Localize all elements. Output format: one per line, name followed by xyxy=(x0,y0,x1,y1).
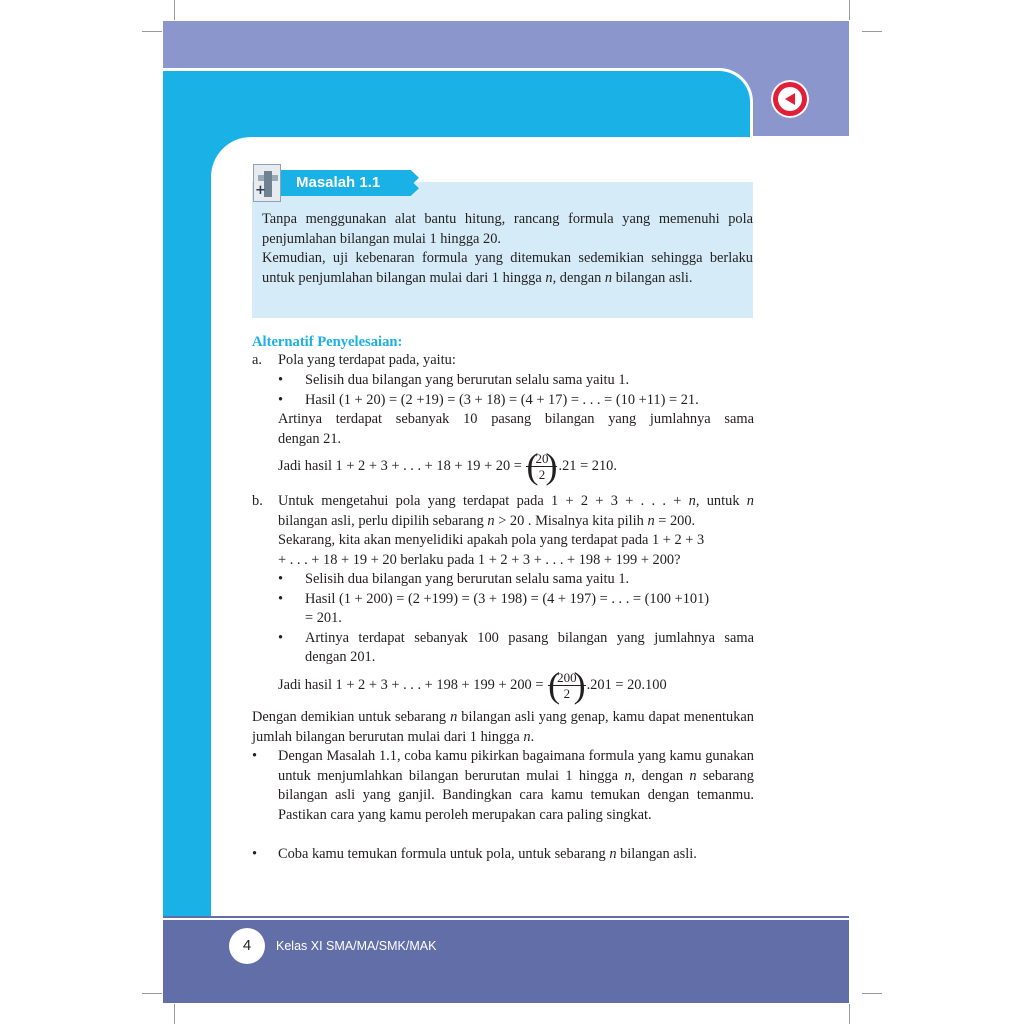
problem-title: Masalah 1.1 xyxy=(296,174,381,191)
conclusion-paragraph: Dengan demikian untuk sebarang n bilangan asli yang genap, kamu dapat menentukan jumlah bilangan berurutan mulai dari 1 hingga n. xyxy=(252,709,754,745)
solution-b-bullet-2-line-1: Hasil (1 + 200) = (2 +199) = (3 + 198) = (4 + 197) = . . . = (100 +101) xyxy=(305,591,710,607)
problem-paragraph-2: Kemudian, uji kebenaran formula yang ditemukan sedemikian sehingga berlaku untuk penjumlahan bilangan mulai dari 1 hingga n, dengan n bilangan asli. xyxy=(262,250,753,286)
crop-mark xyxy=(174,1004,175,1024)
bullet: • xyxy=(278,571,284,587)
task-1: Dengan Masalah 1.1, coba kamu pikirkan bagaimana formula yang kamu gunakan untuk menjumlahkan bilangan berurutan mulai 1 hingga n, dengan n sebarang bilangan asli yang ganjil. Bandingkan cara kamu temukan dengan temanmu. Pastikan cara yang kamu peroleh merupakan cara paling singkat. xyxy=(278,748,755,823)
problem-paragraph-1: Tanpa menggunakan alat bantu hitung, rancang formula yang memenuhi pola penjumlahan bilangan mulai 1 hingga 20. xyxy=(262,211,753,247)
solution-b-bullet-2-line-2: = 201. xyxy=(305,610,342,626)
crop-mark xyxy=(142,31,162,32)
crop-mark xyxy=(174,0,175,20)
bullet: • xyxy=(278,392,284,408)
list-marker-b: b. xyxy=(252,493,263,509)
bullet: • xyxy=(278,591,284,607)
crop-mark xyxy=(849,0,850,20)
solution-a-bullet-1: Selisih dua bilangan yang berurutan selalu sama yaitu 1. xyxy=(305,372,630,388)
problem-icon: + xyxy=(253,164,281,202)
crop-mark xyxy=(142,993,162,994)
solution-a-bullet-2: Hasil (1 + 20) = (2 +19) = (3 + 18) = (4 + 17) = . . . = (10 +11) = 21. xyxy=(305,392,699,408)
crop-mark xyxy=(862,993,882,994)
solution-a-note-line-2: dengan 21. xyxy=(278,431,342,447)
back-arrow-icon[interactable] xyxy=(771,80,809,118)
fraction: ( 200 2 ) xyxy=(548,665,586,706)
bullet: • xyxy=(252,748,258,764)
crop-mark xyxy=(862,31,882,32)
solution-title: Alternatif Penyelesaian: xyxy=(252,334,403,350)
solution-b-line-4: + . . . + 18 + 19 + 20 berlaku pada 1 + 2 + 3 + . . . + 198 + 199 + 200? xyxy=(278,552,681,568)
footer-band xyxy=(163,920,849,1003)
solution-b-bullet-3-line-2: dengan 201. xyxy=(305,649,376,665)
footer-divider xyxy=(163,916,849,918)
task-2: Coba kamu temukan formula untuk pola, untuk sebarang n bilangan asli. xyxy=(278,846,697,862)
crop-mark xyxy=(849,1004,850,1024)
fraction: ( 20 2 ) xyxy=(526,446,558,487)
bullet: • xyxy=(278,372,284,388)
solution-b-bullet-1: Selisih dua bilangan yang berurutan selalu sama yaitu 1. xyxy=(305,571,630,587)
solution-b-line-2: bilangan asli, perlu dipilih sebarang n > 20 . Misalnya kita pilih n = 200. xyxy=(278,513,696,529)
page-number: 4 xyxy=(229,928,265,964)
solution-a-result: Jadi hasil 1 + 2 + 3 + . . . + 18 + 19 + 20 = ( 20 2 ) .21 = 210. xyxy=(278,446,617,487)
bullet: • xyxy=(278,630,284,646)
solution-a-note-line-1: Artinya terdapat sebanyak 10 pasang bilangan yang jumlahnya sama xyxy=(278,411,754,427)
solution-b-result: Jadi hasil 1 + 2 + 3 + . . . + 198 + 199 + 200 = ( 200 2 ) .201 = 20.100 xyxy=(278,665,667,706)
solution-b-line-3: Sekarang, kita akan menyelidiki apakah pola yang terdapat pada 1 + 2 + 3 xyxy=(278,532,705,548)
solution-b-bullet-3-line-1: Artinya terdapat sebanyak 100 pasang bilangan yang jumlahnya sama xyxy=(305,630,754,646)
list-marker-a: a. xyxy=(252,352,262,368)
book-title: Kelas XI SMA/MA/SMK/MAK xyxy=(276,939,437,953)
bullet: • xyxy=(252,846,258,862)
problem-text xyxy=(262,210,753,288)
solution-b-line-1: Untuk mengetahui pola yang terdapat pada 1 + 2 + 3 + . . . + n, untuk n xyxy=(278,493,754,509)
solution-a-intro: Pola yang terdapat pada, yaitu: xyxy=(278,352,456,368)
